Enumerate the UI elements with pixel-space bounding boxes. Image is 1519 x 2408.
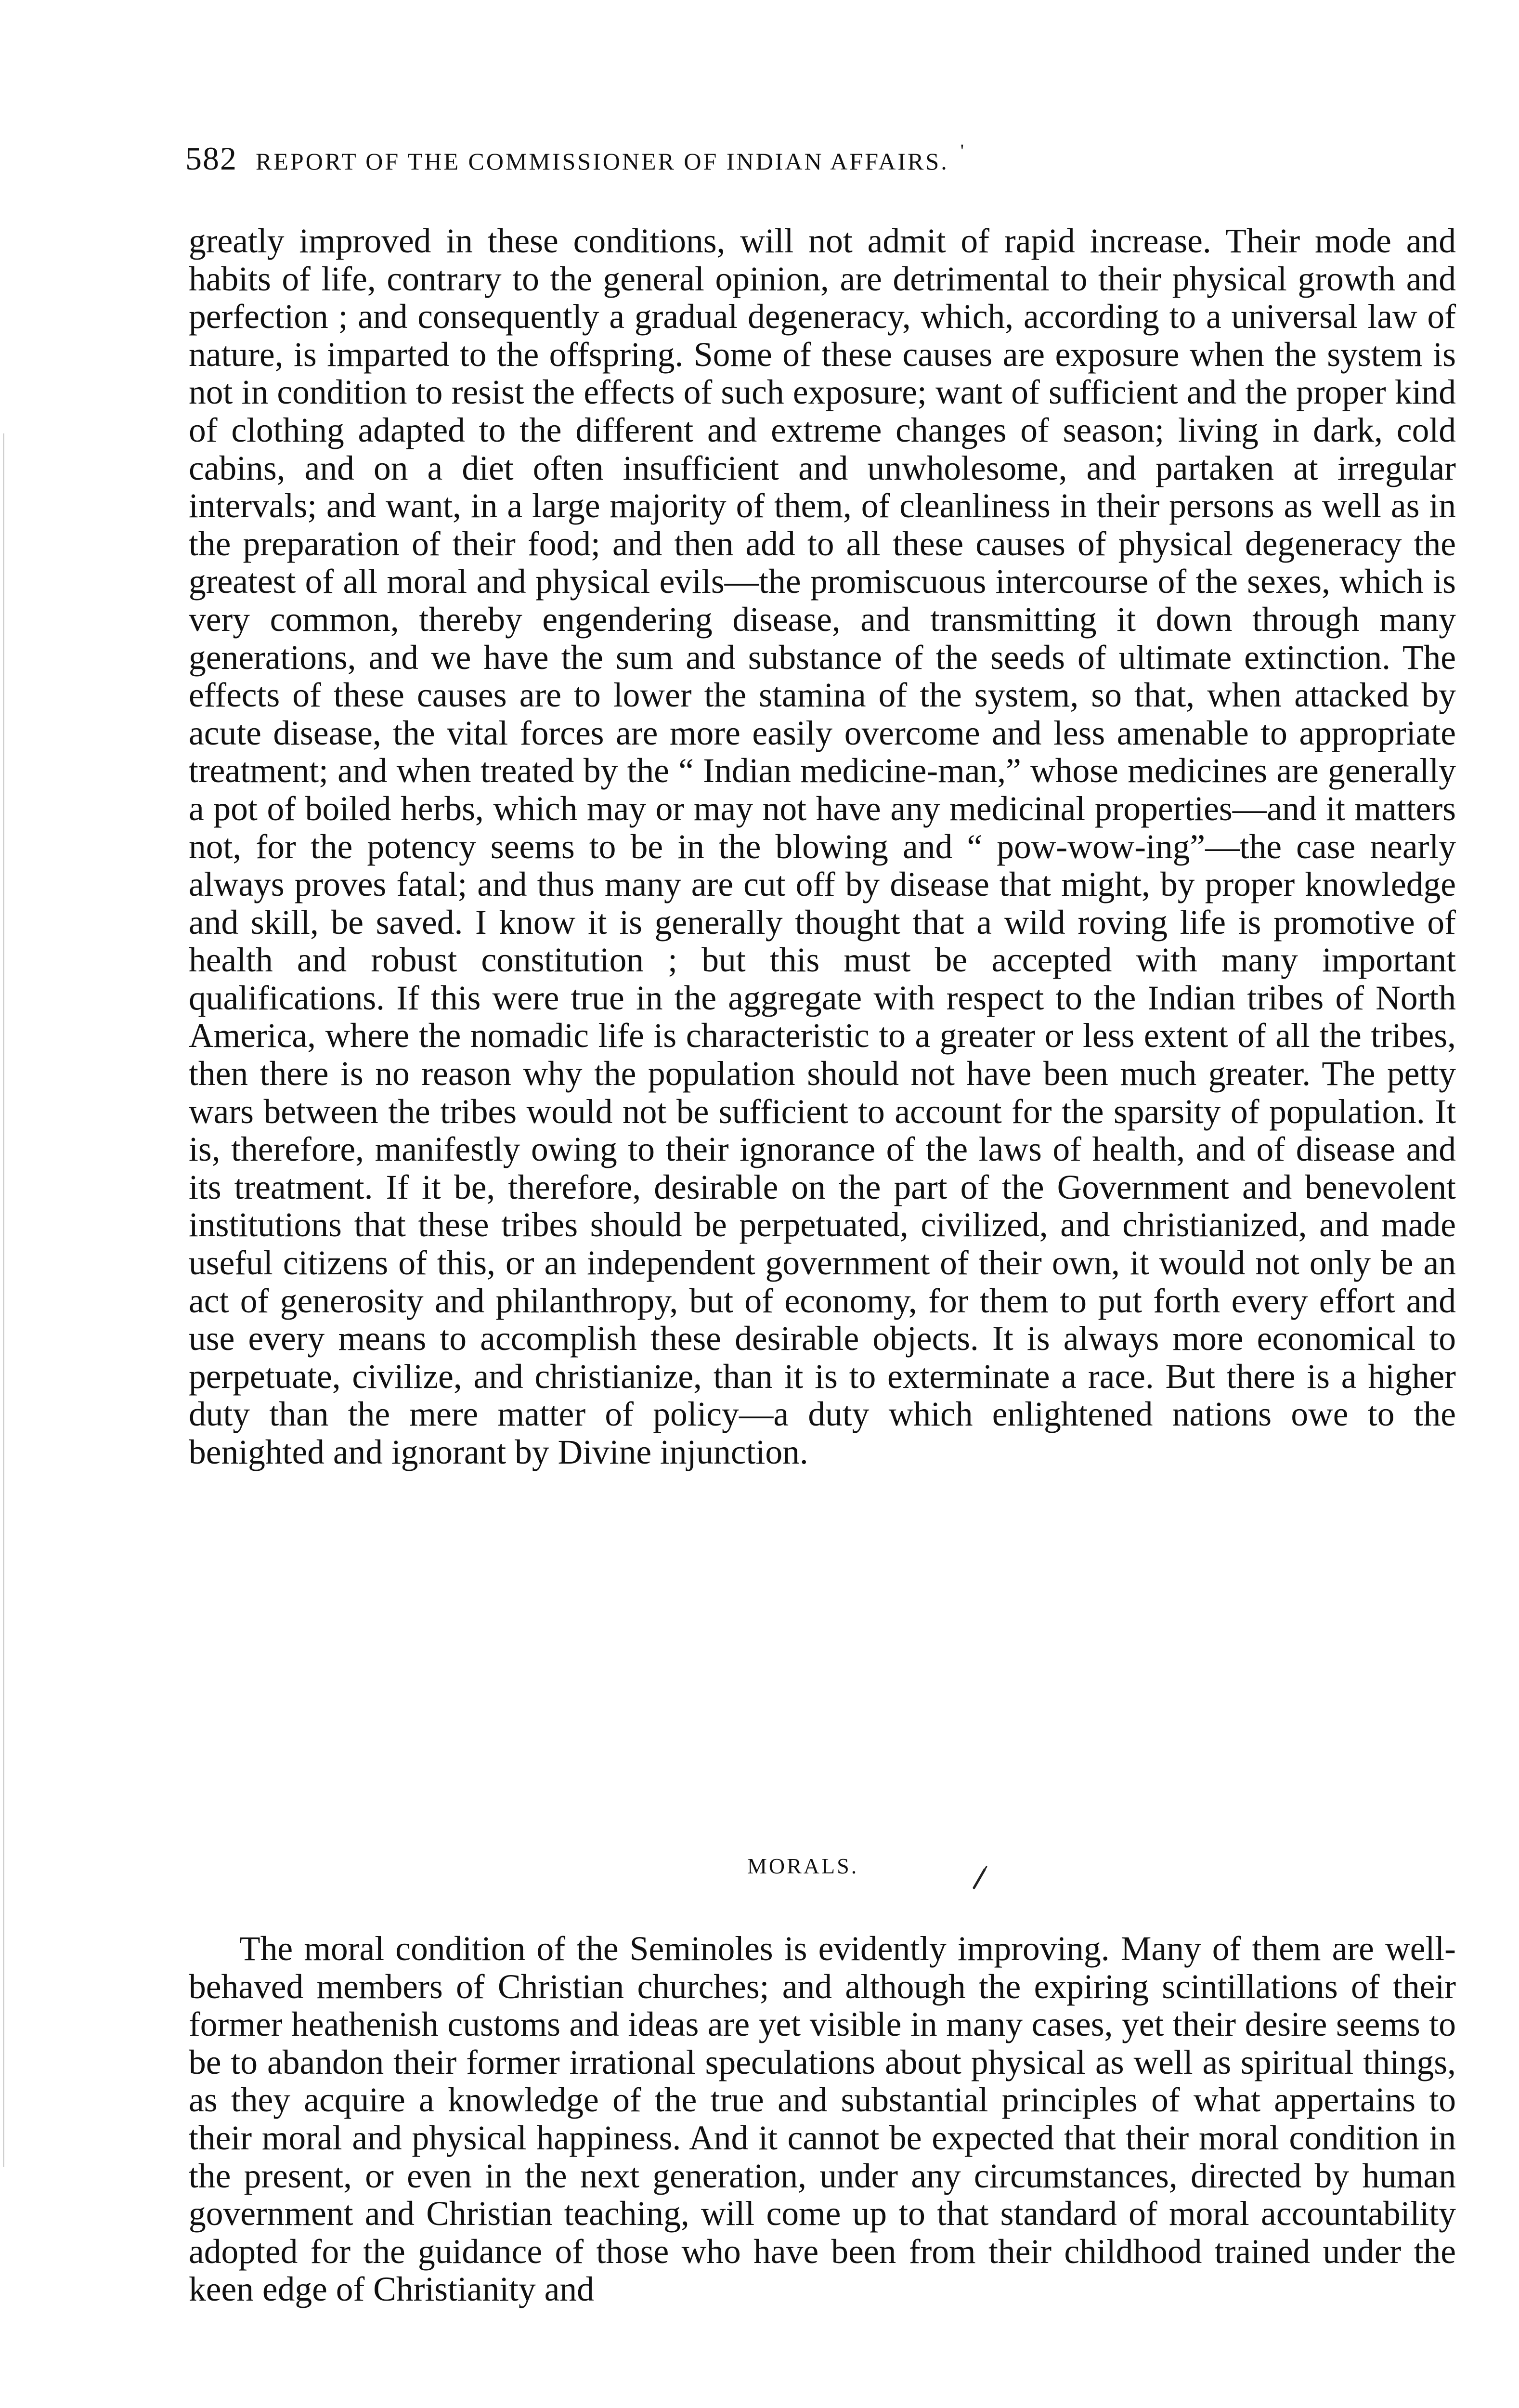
page-number: 582 xyxy=(185,140,237,177)
running-title: REPORT OF THE COMMISSIONER OF INDIAN AFFAIRS. xyxy=(256,148,949,175)
section-heading-morals: MORALS. xyxy=(747,1854,859,1878)
page-header xyxy=(185,140,1461,188)
body-paragraph-1: greatly improved in these conditions, will not admit of rapid increase. Their mode and habits of life, contrary to the general opinion, are detrimental to their physical growth and perfection ; and consequently a gradual degeneracy, which, according to a universal law of nature, is imparted to the offspring. Some of these causes are exposure when the system is not in condition to resist the effects of such exposure; want of sufficient and the proper kind of clothing adapted to the different and extreme changes of season; living in dark, cold cabins, and on a diet often insufficient and unwholesome, and partaken at irregular intervals; and want, in a large majority of them, of cleanliness in their persons as well as in the preparation of their food; and then add to all these causes of physical degeneracy the greatest of all moral and physical evils—the promiscuous intercourse of the sexes, which is very common, thereby engendering disease, and transmitting it down through many generations, and we have the sum and substance of the seeds of ultimate extinction. The effects of these causes are to lower the stamina of the system, so that, when attacked by acute disease, the vital forces are more easily overcome and less amenable to appropriate treatment; and when treated by the “ Indian medicine-man,” whose medicines are generally a pot of boiled herbs, which may or may not have any medicinal properties—and it matters not, for the potency seems to be in the blowing and “ pow-wow-ing”—the case nearly always proves fatal; and thus many are cut off by disease that might, by proper knowledge and skill, be saved. I know it is generally thought that a wild roving life is promotive of health and robust constitution ; but this must be accepted with many important qualifications. If this were true in the aggregate with respect to the Indian tribes of North America, where the nomadic life is characteristic to a greater or less extent of all the tribes, then there is no reason why the population should not have been much greater. The petty wars between the tribes would not be sufficient to account for the sparsity of population. It is, therefore, manifestly owing to their ignorance of the laws of health, and of disease and its treatment. If it be, therefore, desirable on the part of the Government and benevolent institutions that these tribes should be perpetuated, civilized, and christianized, and made useful citizens of this, or an independent government of their own, it would not only be an act of generosity and philanthropy, but of economy, for them to put forth every effort and use every means to accomplish these desirable objects. It is always more economical to perpetuate, civilize, and christianize, than it is to exterminate a race. But there is a higher duty than the mere matter of policy—a duty which enlightened nations owe to the benighted and ignorant by Divine injunction. xyxy=(189,222,1456,1471)
pencil-mark-icon xyxy=(970,1863,989,1892)
binding-edge-shadow xyxy=(3,433,4,2167)
body-paragraph-2: The moral condition of the Seminoles is evidently improving. Many of them are well-behaved members of Christian churches; and although the expiring scintillations of their former heathenish customs and ideas are yet visible in many cases, yet their desire seems to be to abandon their former irrational speculations about physical as well as spiritual things, as they acquire a knowledge of the true and substantial principles of what appertains to their moral and physical happiness. And it cannot be expected that their moral condition in the present, or even in the next generation, under any circumstances, directed by human government and Christian teaching, will come up to that standard of moral accountability adopted for the guidance of those who have been from their childhood trained under the keen edge of Christianity and xyxy=(189,1930,1456,2309)
stray-mark: ' xyxy=(960,140,964,162)
